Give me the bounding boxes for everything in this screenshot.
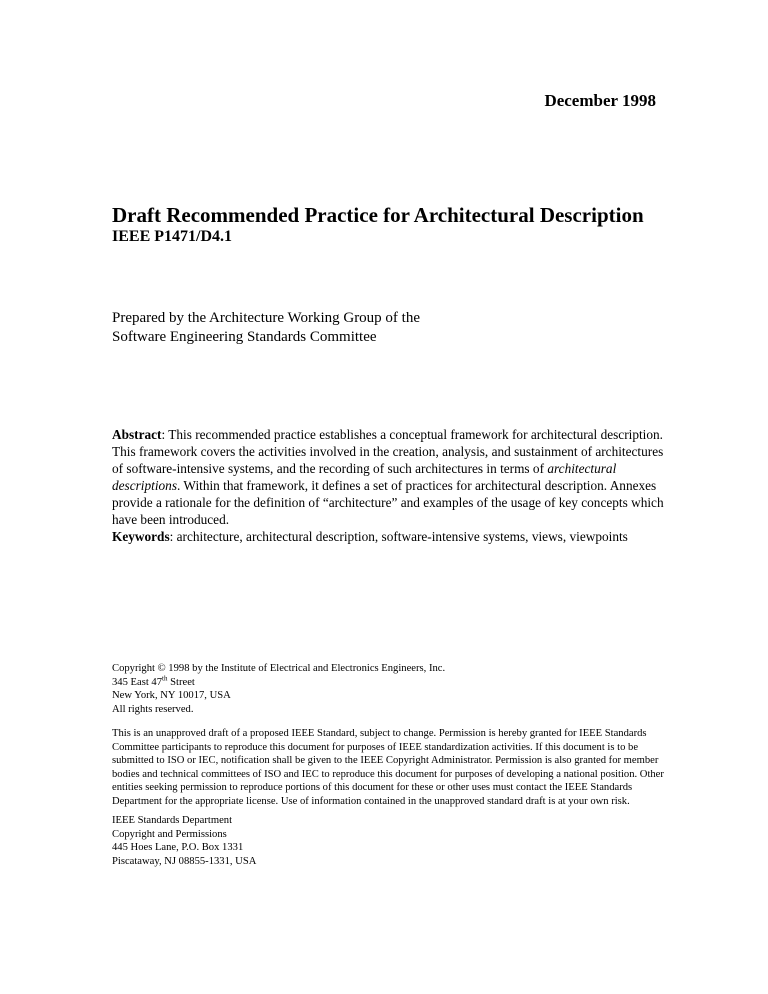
abstract-italic-term: architectural descriptions: [112, 461, 617, 493]
prepared-by-line: Prepared by the Architecture Working Group of the: [112, 310, 421, 326]
keywords-label: Keywords: [112, 529, 170, 544]
address-line: IEEE Standards Department: [112, 815, 233, 826]
abstract-text-end: . Within that framework, it defines a set of practices for architectural description. Annexes provide a rationale for the definition of “architecture” and examples of the usage of key concepts which have been introduced.: [112, 478, 664, 527]
draft-notice-text: This is an unapproved draft of a proposed IEEE Standard, subject to change. Permission is hereby granted for IEEE Standards Committee participants to reproduce this document for purposes of IEEE standardization activities. If this document is to be submitted to ISO or IEC, notification shall be given to the IEEE Copyright Administrator. Permission is also granted for member bodies and technical committees of ISO and IEC to reproduce this document for purposes of developing a national position. Other entities seeking permission to reproduce portions of this document for these or other uses must contact the IEEE Standards Department for the appropriate license. Use of information contained in the unapproved standard draft is at your own risk.: [112, 728, 664, 807]
keywords-text: : architecture, architectural description, software-intensive systems, views, viewpoints: [169, 529, 628, 544]
copyright-rights: All rights reserved.: [112, 703, 194, 715]
prepared-by-line: Software Engineering Standards Committee: [112, 329, 377, 345]
draft-notice: [112, 727, 672, 808]
street-ordinal: th: [162, 673, 168, 682]
copyright-street: [112, 673, 672, 690]
keywords-paragraph: [112, 528, 672, 545]
street-number: 345 East 47: [112, 676, 163, 688]
document-designation: IEEE P1471/D4.1: [112, 228, 233, 245]
copyright-line: Copyright © 1998 by the Institute of Electrical and Electronics Engineers, Inc.: [112, 663, 446, 674]
copyright-city: New York, NY 10017, USA: [112, 690, 231, 701]
prepared-by: [112, 309, 672, 347]
copyright-block: [112, 662, 672, 716]
abstract-label: Abstract: [112, 427, 162, 442]
address-line: 445 Hoes Lane, P.O. Box 1331: [112, 842, 244, 853]
street-name: Street: [167, 676, 195, 688]
abstract-section: [112, 426, 672, 545]
abstract-text: : This recommended practice establishes a conceptual framework for architectural description. This framework covers the activities involved in the creation, analysis, and sustainment of architectures of software-intensive systems, and the recording of such architectures in terms of: [112, 427, 664, 476]
document-title: Draft Recommended Practice for Architectural Description: [112, 203, 644, 227]
title-block: [112, 203, 712, 247]
address-line: Copyright and Permissions: [112, 828, 227, 840]
document-date: December 1998: [544, 91, 656, 110]
abstract-paragraph: [112, 426, 672, 528]
ieee-address-block: [112, 814, 512, 868]
address-line: Piscataway, NJ 08855-1331, USA: [112, 855, 257, 867]
